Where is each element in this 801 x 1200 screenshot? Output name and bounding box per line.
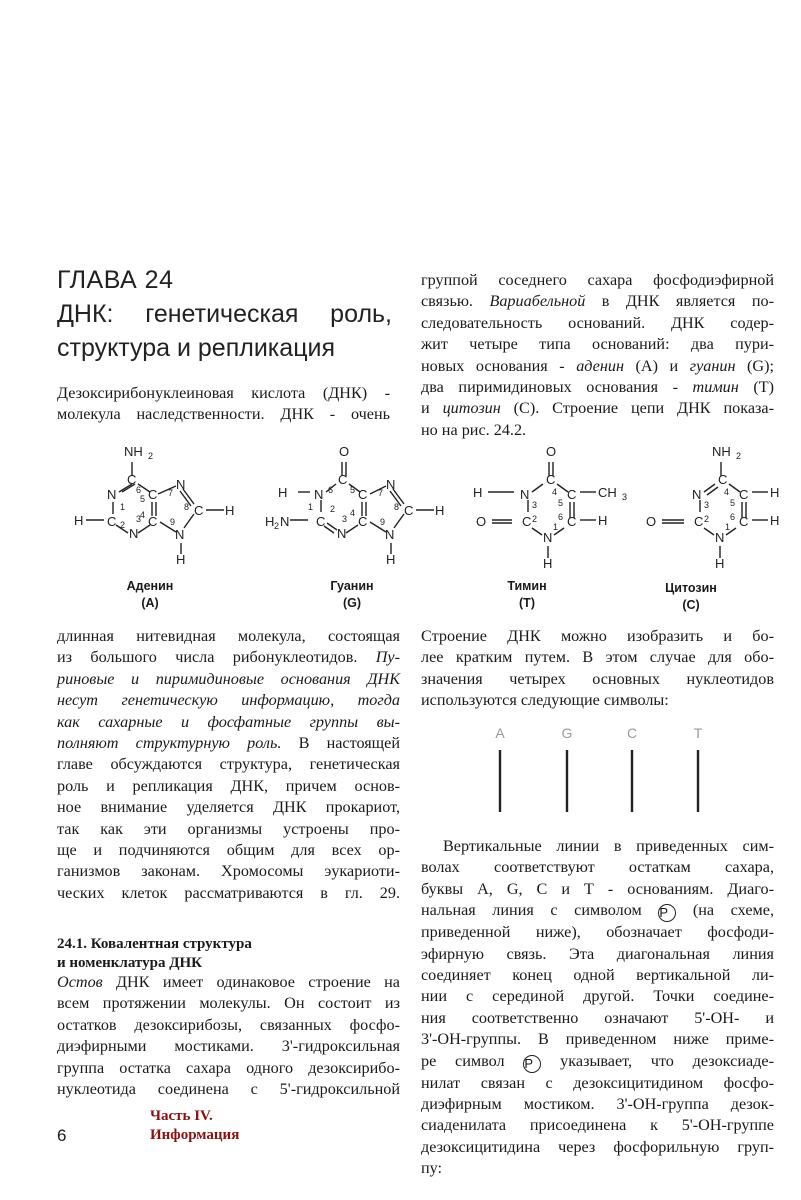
- atom-label: O: [546, 444, 557, 459]
- text-line: роль и репликация ДНК, причем основ-: [57, 776, 400, 795]
- atom-label: N: [176, 477, 186, 492]
- text-line: используются следующие символы:: [421, 691, 669, 710]
- atom-label: C: [358, 487, 368, 502]
- svg-text:5: 5: [730, 498, 736, 508]
- text-line: длинная нитевидная молекула, состоящая: [57, 627, 400, 645]
- atom-label: NH: [712, 444, 731, 459]
- text-line: из большого числа рибонуклеотидов. Пу-: [57, 648, 400, 667]
- atom-label: C: [404, 503, 414, 518]
- text-line: дезоксицитидина через фосфорильную груп-: [421, 1137, 774, 1156]
- svg-text:2: 2: [274, 521, 280, 531]
- atom-label: H: [543, 556, 553, 571]
- footer-part: Часть IV. Информация: [150, 1108, 240, 1143]
- atom-label: C: [107, 514, 117, 529]
- text-line: Остов ДНК имеет одинаковое строение на: [57, 973, 400, 991]
- svg-text:4: 4: [724, 487, 730, 497]
- svg-text:7: 7: [168, 488, 174, 498]
- text-line: несут генетическую информацию, тогда: [57, 691, 400, 710]
- left-bottom-paragraph: [57, 972, 400, 1100]
- section-heading: 24.1. Ковалентная структура и номенклатура ДНК: [57, 936, 252, 971]
- right-mid-paragraph: [421, 626, 774, 712]
- caption-thymine: Тимин (T): [507, 579, 547, 610]
- svg-text:9: 9: [170, 517, 176, 527]
- text-line: пу:: [421, 1159, 443, 1178]
- atom-label: H: [770, 485, 780, 500]
- text-line: сиаденилата присоединена к 5'-ОН-группе: [421, 1116, 774, 1135]
- atom-label: H: [265, 514, 275, 529]
- symbol-label-g: G: [561, 725, 573, 741]
- text-line: значения четырех основных нуклеотидов: [421, 669, 774, 688]
- nucleotide-symbols-figure: [480, 720, 720, 820]
- text-line: диэфирными мостиками. 3'-гидроксильная: [57, 1037, 400, 1056]
- caption-adenine: Аденин (A): [126, 579, 174, 610]
- atom-label: C: [694, 514, 704, 529]
- text-line: главе обсуждаются структура, генетическая: [57, 755, 400, 774]
- right-bottom-paragraph: [421, 836, 774, 1180]
- atom-label: C: [718, 472, 728, 487]
- svg-text:3: 3: [342, 514, 348, 524]
- svg-text:1: 1: [553, 522, 559, 532]
- svg-text:5: 5: [350, 485, 356, 495]
- svg-text:4: 4: [552, 487, 558, 497]
- text-line: эфирную связь. Эта диагональная линия: [421, 944, 774, 963]
- text-line: диэфирным мостиком. 3'-ОН-группа дезок-: [421, 1095, 774, 1114]
- text-line: риновые и пиримидиновые основания ДНК: [57, 669, 400, 688]
- text-line: буквы А, G, С и Т - основаниям. Диаго-: [421, 879, 774, 898]
- text-line: но на рис. 24.2.: [421, 420, 527, 439]
- svg-text:9: 9: [380, 517, 386, 527]
- text-line: как сахарные и фосфатные группы вы-: [57, 712, 400, 731]
- text-line: полняют структурную роль. В настоящей: [57, 734, 400, 753]
- svg-text:7: 7: [378, 488, 384, 498]
- svg-text:2: 2: [736, 451, 742, 461]
- text-line: лее кратким путем. В этом случае для обо-: [421, 648, 774, 667]
- atom-label: N: [337, 526, 347, 541]
- symbol-label-t: T: [693, 725, 703, 741]
- svg-text:3: 3: [136, 514, 142, 524]
- svg-text:8: 8: [394, 502, 400, 512]
- atom-label: H: [715, 556, 725, 571]
- svg-text:1: 1: [725, 522, 731, 532]
- atom-label: N: [385, 527, 395, 542]
- text-line: остатков дезоксирибозы, связанных фосфо-: [57, 1015, 400, 1034]
- page-number: 6: [57, 1126, 67, 1145]
- text-line: нилат связан с дезоксицитидином фосфо-: [421, 1073, 774, 1092]
- text-line: нуклеотида соединена с 5'-гидроксильной: [57, 1080, 400, 1099]
- atom-label: N: [386, 477, 396, 492]
- svg-text:N: N: [280, 514, 290, 529]
- svg-text:3: 3: [622, 492, 628, 502]
- atom-label: C: [739, 514, 749, 529]
- atom-label: O: [646, 514, 657, 529]
- atom-label: H: [176, 552, 186, 567]
- atom-label: N: [107, 487, 117, 502]
- text-line: и цитозин (С). Строение цепи ДНК показа-: [421, 399, 774, 418]
- atom-label: CH: [598, 485, 617, 500]
- chapter-label: ГЛАВА 24: [57, 266, 174, 294]
- intro-paragraph: [57, 383, 390, 426]
- svg-text:5: 5: [558, 498, 564, 508]
- svg-text:4: 4: [350, 508, 356, 518]
- svg-text:1: 1: [308, 502, 314, 512]
- atom-label: C: [546, 472, 556, 487]
- atom-label: H: [770, 513, 780, 528]
- phosphate-symbol-icon: P: [523, 1055, 541, 1073]
- base-structures-figure: [70, 440, 780, 590]
- chapter-title: [57, 297, 392, 365]
- atom-label: C: [316, 514, 326, 529]
- right-top-paragraph: [421, 270, 774, 441]
- text-line: два пиримидиновых основания - тимин (Т): [421, 378, 775, 397]
- text-line: ческих клеток рассматриваются в гл. 29.: [57, 883, 400, 902]
- chapter-title-line: структура и репликация: [57, 334, 336, 362]
- text-line: так как эти организмы устроены про-: [57, 819, 400, 838]
- text-line: соединяет конец одной вертикальной ли-: [421, 966, 774, 985]
- atom-label: O: [476, 514, 487, 529]
- text-line: молекула наследственности. ДНК - очень: [57, 405, 390, 424]
- atom-label: N: [520, 487, 530, 502]
- atom-label: H: [278, 485, 288, 500]
- svg-text:6: 6: [136, 485, 142, 495]
- atom-label: N: [129, 526, 139, 541]
- phosphate-symbol-icon: P: [658, 904, 676, 922]
- atom-label: N: [175, 527, 185, 542]
- atom-label: C: [567, 514, 577, 529]
- text-line: новых основания - аденин (А) и гуанин (G);: [421, 356, 774, 375]
- symbol-label-a: A: [495, 725, 505, 741]
- text-line: следовательность оснований. ДНК содер-: [421, 313, 774, 332]
- text-line: 3'-ОН-группы. В приведенном ниже приме-: [421, 1030, 774, 1049]
- atom-label: C: [739, 487, 749, 502]
- atom-label: H: [386, 552, 396, 567]
- text-line: ния соответственно означают 5'-ОН- и: [421, 1008, 774, 1027]
- atom-label: H: [74, 513, 84, 528]
- text-line: приведенной ниже), обозначает фосфоди-: [421, 923, 774, 942]
- text-line: связью. Вариабельной в ДНК является по-: [421, 292, 774, 311]
- svg-text:6: 6: [558, 512, 564, 522]
- text-line: Строение ДНК можно изобразить и бо-: [421, 627, 774, 645]
- text-line: ще и подчиняются общим для всех ор-: [57, 841, 400, 860]
- atom-label: C: [358, 514, 368, 529]
- atom-label: N: [543, 530, 553, 545]
- atom-label: NH: [124, 444, 143, 459]
- text-line: группа остатка сахара одного дезоксирибо-: [57, 1058, 400, 1077]
- svg-text:2: 2: [120, 520, 126, 530]
- svg-text:1: 1: [120, 502, 126, 512]
- caption-guanine: Гуанин (G): [330, 579, 374, 610]
- svg-text:6: 6: [730, 512, 736, 522]
- atom-label: H: [598, 513, 608, 528]
- atom-label: N: [715, 530, 725, 545]
- text-line: жит четыре типа оснований: два пури-: [421, 335, 774, 354]
- svg-text:2: 2: [330, 504, 336, 514]
- text-line: ганизмов законам. Хромосомы эукариоти-: [57, 862, 400, 881]
- text-line: Вертикальные линии в приведенных сим-: [443, 837, 774, 855]
- svg-text:3: 3: [704, 500, 710, 510]
- atom-label: C: [148, 487, 158, 502]
- atom-label: N: [692, 487, 702, 502]
- text-line: волах соответствуют остаткам сахара,: [421, 858, 774, 877]
- atom-label: N: [314, 487, 324, 502]
- text-line: группой соседнего сахара фосфодиэфирной: [421, 271, 774, 289]
- atom-label: H: [473, 485, 483, 500]
- svg-text:3: 3: [532, 500, 538, 510]
- left-mid-paragraph: [57, 626, 400, 904]
- atom-label: C: [127, 472, 137, 487]
- atom-label: C: [522, 514, 532, 529]
- svg-text:2: 2: [704, 514, 710, 524]
- svg-text:4: 4: [140, 510, 146, 520]
- atom-label: H: [225, 503, 235, 518]
- atom-label: 2: [148, 451, 154, 461]
- symbol-label-c: C: [626, 725, 638, 741]
- svg-text:6: 6: [328, 485, 334, 495]
- atom-label: H: [435, 503, 445, 518]
- atom-label: O: [339, 444, 350, 459]
- svg-text:2: 2: [532, 514, 538, 524]
- text-line: Дезоксирибонуклеиновая кислота (ДНК) -: [57, 384, 390, 402]
- atom-label: C: [567, 487, 577, 502]
- svg-text:5: 5: [140, 494, 146, 504]
- text-line: нальная линия с символом P (на схеме,: [421, 901, 774, 921]
- atom-label: C: [148, 514, 158, 529]
- caption-cytosine: Цитозин (C): [665, 581, 717, 612]
- atom-label: C: [338, 472, 348, 487]
- text-line: ное внимание уделяется ДНК прокариот,: [57, 798, 400, 817]
- text-line: нии с серединой другой. Точки соедине-: [421, 987, 774, 1006]
- text-line: всем протяжении молекулы. Он состоит из: [57, 994, 400, 1013]
- svg-text:8: 8: [184, 502, 190, 512]
- chapter-title-line: ДНК: генетическая роль,: [57, 300, 392, 328]
- text-line: ре символ P указывает, что дезоксиаде-: [421, 1051, 774, 1071]
- atom-label: C: [194, 503, 204, 518]
